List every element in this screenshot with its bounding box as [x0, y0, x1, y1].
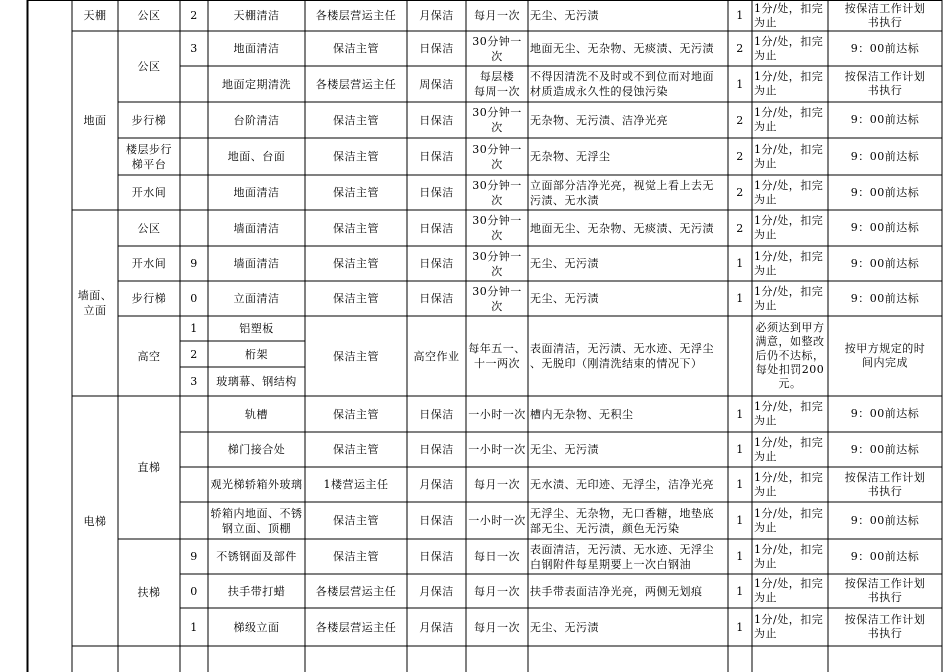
cell-item: 地面定期清洗	[222, 77, 291, 91]
cell-resp: 保洁主管	[333, 514, 379, 527]
cell-no	[180, 396, 208, 432]
cell-fine: 1分/处，扣完 为止	[754, 34, 824, 62]
cell-std: 无杂物、无浮尘	[530, 150, 611, 163]
cell-fine: 1分/处，扣完 为止	[754, 70, 824, 97]
cell-type: 日保洁	[419, 113, 454, 127]
cell-qty: 1	[736, 77, 744, 91]
cell-std: 无浮尘、无杂物，无口香糖，地垫底 部无尘、无污渍，颜色无污染	[530, 506, 714, 535]
cell-freq: 每月一次	[474, 478, 520, 491]
cell-qty: 1	[736, 550, 744, 563]
cell-area: 开水间	[131, 186, 167, 199]
cell-item: 台阶清洁	[233, 113, 280, 127]
cell-qty: 1	[736, 584, 744, 598]
cell-freq: 每年五一、 十一两次	[468, 342, 526, 370]
cell-area: 步行梯	[131, 292, 167, 305]
cell-item: 墙面清洁	[233, 221, 280, 235]
cell-type: 日保洁	[419, 443, 454, 456]
cell-no	[180, 66, 208, 102]
cell-item: 观光梯轿箱外玻璃	[210, 478, 303, 491]
cell-fine: 1分/处，扣完 为止	[754, 506, 824, 534]
cell-item: 梯门接合处	[227, 443, 286, 456]
cell-fine: 必须达到甲方 满意，如整改 后仍不达标， 每处扣罚200 元。	[755, 321, 825, 390]
cell-qty: 2	[736, 221, 744, 235]
cell-std: 无尘、无污渍	[530, 292, 599, 305]
cell-type: 日保洁	[419, 292, 454, 305]
cell-freq: 30分钟一次	[472, 249, 522, 278]
cell-fine: 1分/处，扣完 为止	[754, 613, 824, 640]
cell-no: 2	[190, 347, 198, 361]
cell-no	[180, 467, 208, 502]
cell-fine: 1分/处，扣完 为止	[754, 470, 824, 498]
cell-freq: 一小时一次	[468, 443, 526, 456]
cell-deadline: 9：00前达标	[850, 407, 920, 420]
cell-area: 高空	[137, 349, 161, 363]
cell-freq: 30分钟一次	[472, 142, 522, 171]
cell-freq: 30分钟一次	[472, 106, 522, 134]
cell-area: 公区	[137, 60, 161, 73]
cell-std: 表面清洁，无污渍、无水迹、无浮尘 、无脱印（刚清洗结束的情况下）	[530, 342, 714, 370]
cell-resp: 保洁主管	[333, 186, 379, 199]
cell-no: 3	[190, 375, 198, 388]
cell-resp: 保洁主管	[333, 221, 379, 235]
cell-freq: 30分钟一次	[472, 34, 522, 63]
cell-resp: 各楼层营运主任	[315, 620, 397, 634]
cell-fine: 1分/处，扣完 为止	[754, 106, 824, 133]
cell-resp: 各楼层营运主任	[315, 77, 397, 91]
cell-deadline: 按保洁工作计划 书执行	[844, 1, 926, 29]
cell-no	[180, 102, 208, 138]
cell-resp: 保洁主管	[333, 443, 379, 456]
cell-item: 地面清洁	[233, 42, 280, 55]
cell-deadline: 按保洁工作计划 书执行	[844, 613, 926, 640]
cell-item: 桁架	[245, 347, 268, 361]
cell-qty: 1	[736, 514, 744, 527]
cell-std: 无尘、无污渍	[530, 9, 599, 22]
cell-type: 日保洁	[419, 257, 454, 270]
cell-no: 2	[190, 9, 198, 22]
cell-freq: 30分钟一次	[472, 178, 522, 207]
cell-fine: 1分/处，扣完 为止	[754, 435, 824, 463]
cell-type: 月保洁	[419, 584, 454, 598]
cell-area: 直梯	[137, 461, 161, 474]
cell-freq: 30分钟一次	[472, 284, 522, 313]
cell-std: 扶手带表面洁净光亮，两侧无划痕	[530, 584, 703, 598]
cell-type: 日保洁	[419, 221, 454, 235]
cell-qty: 2	[736, 186, 744, 199]
cell-area: 楼层步行 梯平台	[126, 142, 172, 171]
cell-deadline: 9：00前达标	[850, 291, 920, 305]
cell-fine: 1分/处，扣完 为止	[754, 1, 824, 29]
cell-area: 扶梯	[137, 586, 161, 599]
cell-item: 梯级立面	[233, 620, 280, 634]
cell-qty	[728, 316, 752, 396]
cell-type: 日保洁	[419, 42, 454, 55]
cell-qty: 2	[736, 150, 744, 163]
cell-item: 地面清洁	[233, 186, 280, 199]
cell-area: 公区	[137, 9, 161, 22]
cell-resp: 各楼层营运主任	[315, 9, 397, 22]
cell-qty: 1	[736, 478, 744, 491]
cell-type: 日保洁	[419, 150, 454, 163]
cell-deadline: 按保洁工作计划 书执行	[844, 70, 926, 97]
cell-resp: 保洁主管	[333, 150, 379, 163]
cell-fine: 1分/处，扣完 为止	[754, 284, 824, 312]
cell-freq: 30分钟一次	[472, 214, 522, 242]
cell-deadline: 9：00前达标	[850, 221, 920, 234]
cell-qty: 1	[736, 407, 744, 421]
cell-deadline: 9：00前达标	[850, 41, 920, 55]
cell-resp: 保洁主管	[333, 257, 379, 270]
cell-deadline: 9：00前达标	[850, 442, 920, 456]
cell-resp: 各楼层营运主任	[315, 584, 397, 598]
cell-fine: 1分/处，扣完 为止	[754, 178, 824, 206]
cell-fine: 1分/处，扣完 为止	[754, 577, 824, 604]
cell-deadline: 9：00前达标	[850, 513, 920, 527]
cell-type: 周保洁	[419, 77, 454, 91]
cell-fine: 1分/处，扣完 为止	[754, 400, 824, 427]
cell-item: 玻璃幕、钢结构	[216, 375, 297, 388]
cell-no: 1	[190, 322, 198, 335]
cell-freq: 一小时一次	[468, 407, 526, 421]
cell-std: 无杂物、无污渍、洁净光亮	[530, 113, 668, 127]
cell-type: 日保洁	[419, 407, 454, 421]
cell-std: 表面清洁，无污渍、无水迹、无浮尘 白钢附件每星期要上一次白钢油	[530, 542, 714, 571]
cell-no: 0	[190, 584, 198, 598]
cell-resp: 保洁主管	[333, 407, 379, 421]
cell-freq: 一小时一次	[468, 514, 526, 527]
cell-cat: 墙面、 立面	[77, 289, 113, 317]
cell-deadline: 按保洁工作计划 书执行	[844, 470, 926, 498]
cell-fine: 1分/处，扣完 为止	[754, 214, 824, 241]
cell-cat: 地面	[83, 114, 107, 127]
cell-no: 9	[190, 257, 198, 270]
cell-qty: 1	[736, 443, 744, 456]
cell-std: 槽内无杂物、无积尘	[530, 407, 634, 421]
cell-item: 不锈钢面及部件	[216, 550, 297, 563]
cell-qty: 1	[736, 9, 744, 22]
cell-no	[180, 210, 208, 246]
cell-fine: 1分/处，扣完 为止	[754, 249, 824, 277]
cell-freq: 每层楼 每周一次	[474, 70, 520, 98]
cell-std: 无尘、无污渍	[530, 620, 599, 634]
cell-cat: 电梯	[83, 514, 107, 528]
cell-item: 铝塑板	[239, 322, 274, 335]
cell-item: 墙面清洁	[233, 257, 280, 270]
cell-type: 月保洁	[419, 9, 454, 22]
cell-no	[180, 432, 208, 467]
cell-deadline: 按保洁工作计划 书执行	[844, 577, 926, 604]
cell-no	[180, 502, 208, 539]
cell-freq: 每日一次	[474, 550, 520, 563]
cell-qty: 2	[736, 42, 744, 55]
cell-freq: 每月一次	[474, 620, 520, 634]
cell-no: 0	[190, 292, 198, 305]
cell-item: 扶手带打蜡	[227, 584, 286, 598]
cell-fine: 1分/处，扣完 为止	[754, 542, 824, 570]
cell-qty: 1	[736, 292, 744, 305]
cell-std: 地面无尘、无杂物、无痰渍、无污渍	[530, 42, 714, 55]
cell-area: 开水间	[131, 257, 167, 270]
cell-deadline: 9：00前达标	[850, 549, 920, 563]
cell-cat: 天棚	[83, 9, 107, 22]
cell-qty: 1	[736, 257, 744, 270]
cell-item: 立面清洁	[233, 292, 280, 305]
cell-no: 9	[190, 550, 198, 563]
cell-deadline: 9：00前达标	[850, 149, 920, 163]
cell-resp: 1楼营运主任	[323, 478, 389, 491]
cell-type: 日保洁	[419, 550, 454, 563]
cell-qty: 2	[736, 113, 744, 127]
cell-type: 日保洁	[419, 186, 454, 199]
cell-type: 日保洁	[419, 514, 454, 527]
cell-fine: 1分/处，扣完 为止	[754, 142, 824, 170]
cell-deadline: 9：00前达标	[850, 185, 920, 199]
cell-std: 不得因清洗不及时或不到位而对地面 材质造成永久性的侵蚀污染	[530, 70, 714, 98]
cell-item: 天棚清洁	[233, 9, 280, 22]
cell-resp: 保洁主管	[333, 292, 379, 305]
cell-resp: 保洁主管	[333, 42, 379, 55]
cell-no	[180, 138, 208, 175]
cell-resp: 保洁主管	[333, 113, 379, 127]
cell-no	[180, 175, 208, 210]
cell-resp: 保洁主管	[333, 550, 379, 563]
cell-area: 步行梯	[131, 113, 167, 127]
cell-area: 公区	[137, 221, 161, 235]
cell-type: 高空作业	[413, 349, 460, 363]
cell-freq: 每月一次	[474, 584, 520, 598]
cell-no: 1	[190, 620, 198, 634]
cell-item: 轨槽	[245, 407, 268, 421]
cell-deadline: 9：00前达标	[850, 113, 920, 126]
cell-std: 无水渍、无印迹、无浮尘，洁净光亮	[530, 478, 714, 491]
cell-std: 立面部分洁净光亮，视觉上看上去无 污渍、无水渍	[530, 178, 714, 207]
cell-std: 地面无尘、无杂物、无痰渍、无污渍	[530, 221, 714, 235]
cell-item: 轿箱内地面、不锈 钢立面、顶棚	[210, 506, 303, 535]
cell-resp: 保洁主管	[333, 349, 379, 363]
cell-item: 地面、台面	[227, 150, 286, 163]
cell-qty: 1	[736, 620, 744, 634]
cell-type: 月保洁	[419, 478, 454, 491]
cell-deadline: 9：00前达标	[850, 256, 920, 270]
cell-deadline: 按甲方规定的时 间内完成	[844, 342, 926, 369]
cell-freq: 每月一次	[474, 9, 520, 22]
cell-type: 月保洁	[419, 620, 454, 634]
cell-no: 3	[190, 42, 198, 55]
cell-std: 无尘、无污渍	[530, 443, 599, 456]
cell-std: 无尘、无污渍	[530, 257, 599, 270]
